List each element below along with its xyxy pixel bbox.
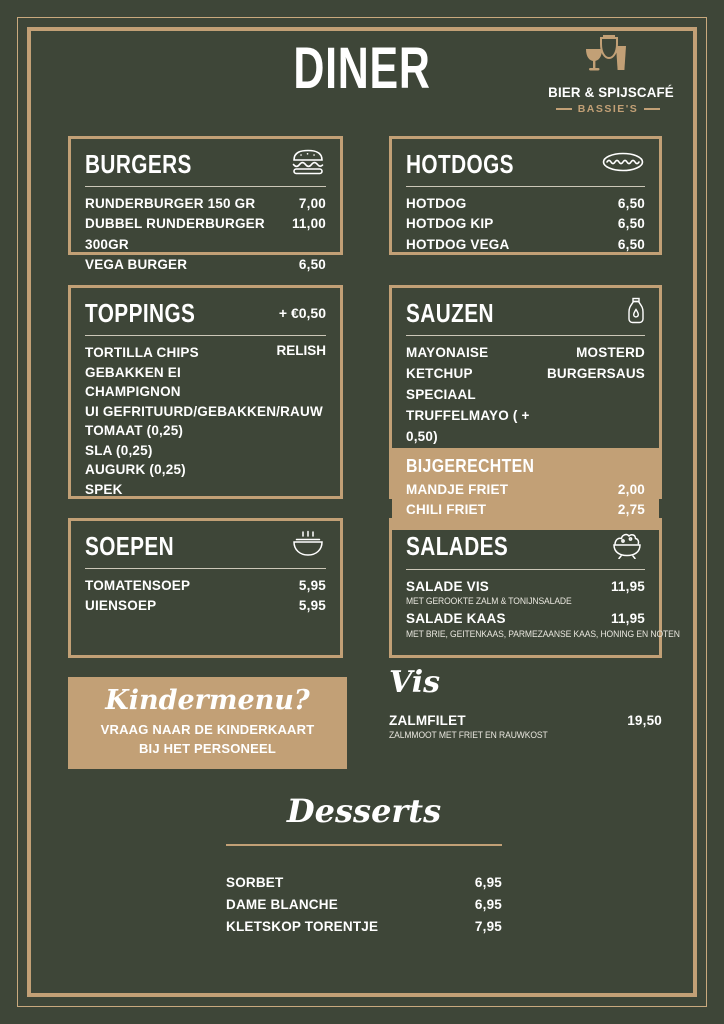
item-name: RUNDERBURGER 150 GR — [85, 196, 256, 211]
hotdog-icon — [601, 150, 645, 179]
section-hotdogs-header — [406, 147, 645, 187]
section-salades-header — [406, 529, 645, 570]
section-burgers-header — [85, 147, 326, 187]
menu-item — [406, 235, 645, 255]
menu-item — [85, 421, 326, 441]
menu-item — [85, 460, 326, 480]
item-price: 6,50 — [298, 256, 326, 272]
item-price: 19,50 — [627, 713, 662, 728]
section-title: BIJGERECHTEN — [406, 455, 535, 476]
sauce-bottle-icon — [627, 297, 645, 330]
kindermenu-note-line2: BIJ HET PERSONEEL — [138, 740, 277, 756]
item-price: 6,50 — [617, 196, 645, 211]
item-description: ZALMMOOT MET FRIET EN RAUWKOST — [389, 730, 548, 741]
section-hotdogs — [389, 136, 662, 255]
logo-subtitle-text: BASSIE'S — [577, 103, 639, 115]
menu-item — [389, 711, 662, 731]
item-price: 6,95 — [474, 896, 502, 912]
item-price: 7,00 — [298, 196, 326, 211]
section-sauzen-header — [406, 296, 645, 336]
section-title: HOTDOGS — [406, 148, 514, 179]
salad-bowl-icon — [609, 529, 645, 564]
menu-item — [85, 255, 326, 275]
item-name: SALADE VIS — [406, 579, 490, 594]
section-hotdogs-items — [406, 187, 645, 255]
section-title: TOPPINGS — [85, 297, 196, 328]
section-title: Desserts — [286, 792, 442, 830]
section-title: SALADES — [406, 531, 509, 562]
item-price: 11,00 — [291, 216, 326, 232]
soup-bowl-icon — [290, 530, 326, 563]
item-name: SLA (0,25) — [85, 442, 153, 458]
burger-icon — [290, 148, 326, 181]
item-description: MET BRIE, GEITENKAAS, PARMEZAANSE KAAS, HONING EN NOTEN — [406, 628, 680, 639]
item-name: KLETSKOP TORENTJE — [226, 919, 379, 935]
section-salades-items — [406, 570, 680, 639]
item-name: SALADE KAAS — [406, 611, 506, 627]
item-name: MANDJE FRIET — [406, 481, 509, 497]
item-price: 7,95 — [474, 919, 502, 935]
item-price: 5,95 — [298, 598, 326, 614]
section-title: BURGERS — [85, 148, 192, 179]
item-price: 5,95 — [298, 578, 326, 593]
menu-item — [406, 577, 645, 597]
menu-item — [226, 894, 502, 916]
toppings-right-item: RELISH — [276, 343, 326, 358]
menu-item: BURGERSAUS — [546, 365, 645, 381]
item-name: DAME BLANCHE — [226, 896, 338, 912]
sauzen-right-column — [547, 343, 645, 448]
item-price: 11,95 — [610, 611, 645, 627]
section-toppings-items — [85, 336, 326, 500]
item-name: TOMATENSOEP — [85, 578, 191, 593]
item-name: UIENSOEP — [85, 598, 157, 614]
section-burgers — [68, 136, 343, 272]
menu-item — [226, 916, 502, 938]
item-name: UI GEFRITUURD/GEBAKKEN/RAUW — [85, 403, 323, 419]
toppings-surcharge: + €0,50 — [278, 305, 326, 321]
item-price: 2,75 — [617, 501, 645, 517]
section-vis — [389, 666, 662, 743]
item-name: TORTILLA CHIPS — [85, 345, 199, 360]
menu-item — [85, 402, 326, 422]
section-title: SOEPEN — [85, 530, 175, 561]
sauzen-left-column — [406, 343, 547, 448]
menu-item — [85, 363, 326, 383]
section-desserts — [226, 794, 502, 938]
logo-dash-left — [556, 108, 572, 110]
section-kindermenu — [68, 677, 347, 769]
item-price: 6,50 — [617, 216, 645, 232]
item-price: 6,95 — [474, 874, 502, 890]
item-name: GEBAKKEN EI — [85, 364, 181, 380]
section-soepen-header — [85, 529, 326, 569]
logo-name: BIER & SPIJSCAFÉ — [548, 84, 674, 100]
menu-item — [406, 609, 645, 629]
section-salades — [389, 518, 680, 658]
item-name: CHILI FRIET — [406, 501, 487, 517]
menu-item — [85, 382, 326, 402]
menu-item — [226, 872, 502, 894]
kindermenu-note-line1: VRAAG NAAR DE KINDERKAART — [100, 721, 315, 737]
menu-item: SPECIAAL — [406, 386, 476, 402]
section-sauzen — [389, 285, 662, 517]
item-name: AUGURK (0,25) — [85, 462, 186, 478]
section-burgers-items — [85, 187, 326, 275]
item-name: HOTDOG KIP — [406, 216, 494, 232]
menu-item — [85, 480, 326, 500]
item-description: MET GEROOKTE ZALM & TONIJNSALADE — [406, 596, 572, 607]
menu-item — [85, 214, 326, 255]
item-name: SORBET — [226, 874, 284, 890]
section-soepen — [68, 518, 343, 658]
item-name: ZALMFILET — [389, 713, 466, 728]
menu-item: MAYONAISE — [406, 345, 489, 360]
section-toppings — [68, 285, 343, 499]
menu-item: TRUFFELMAYO ( + 0,50) — [406, 407, 530, 444]
logo-dash-right — [644, 108, 660, 110]
item-price: 2,00 — [617, 481, 645, 497]
menu-item — [85, 441, 326, 461]
item-name: SPEK — [85, 481, 123, 497]
item-name: VEGA BURGER — [85, 256, 188, 272]
item-price: 6,50 — [617, 236, 645, 252]
section-toppings-header — [85, 296, 326, 336]
desserts-underline — [226, 844, 502, 846]
item-name: HOTDOG VEGA — [406, 236, 510, 252]
menu-item — [85, 576, 326, 596]
item-price: 11,95 — [610, 579, 645, 594]
glasses-icon — [545, 34, 671, 80]
logo — [545, 34, 674, 115]
item-name: CHAMPIGNON — [85, 384, 181, 400]
menu-item — [85, 596, 326, 616]
menu-item — [85, 194, 326, 214]
menu-item: MOSTERD — [576, 345, 645, 360]
kindermenu-title: Kindermenu? — [105, 685, 310, 716]
kindermenu-note — [68, 721, 347, 759]
item-name: HOTDOG — [406, 196, 467, 211]
section-soepen-items — [85, 569, 326, 617]
page-title: DINER — [293, 36, 431, 101]
menu-item — [406, 194, 645, 214]
menu-item — [406, 214, 645, 234]
menu-item: KETCHUP — [406, 365, 473, 381]
section-title: SAUZEN — [406, 297, 494, 328]
item-name: TOMAAT (0,25) — [85, 423, 184, 439]
logo-subtitle — [545, 103, 671, 115]
section-sauzen-items — [406, 336, 645, 448]
menu-item — [406, 480, 645, 500]
item-name: DUBBEL RUNDERBURGER 300GR — [85, 216, 265, 252]
section-title: Vis — [389, 665, 441, 700]
